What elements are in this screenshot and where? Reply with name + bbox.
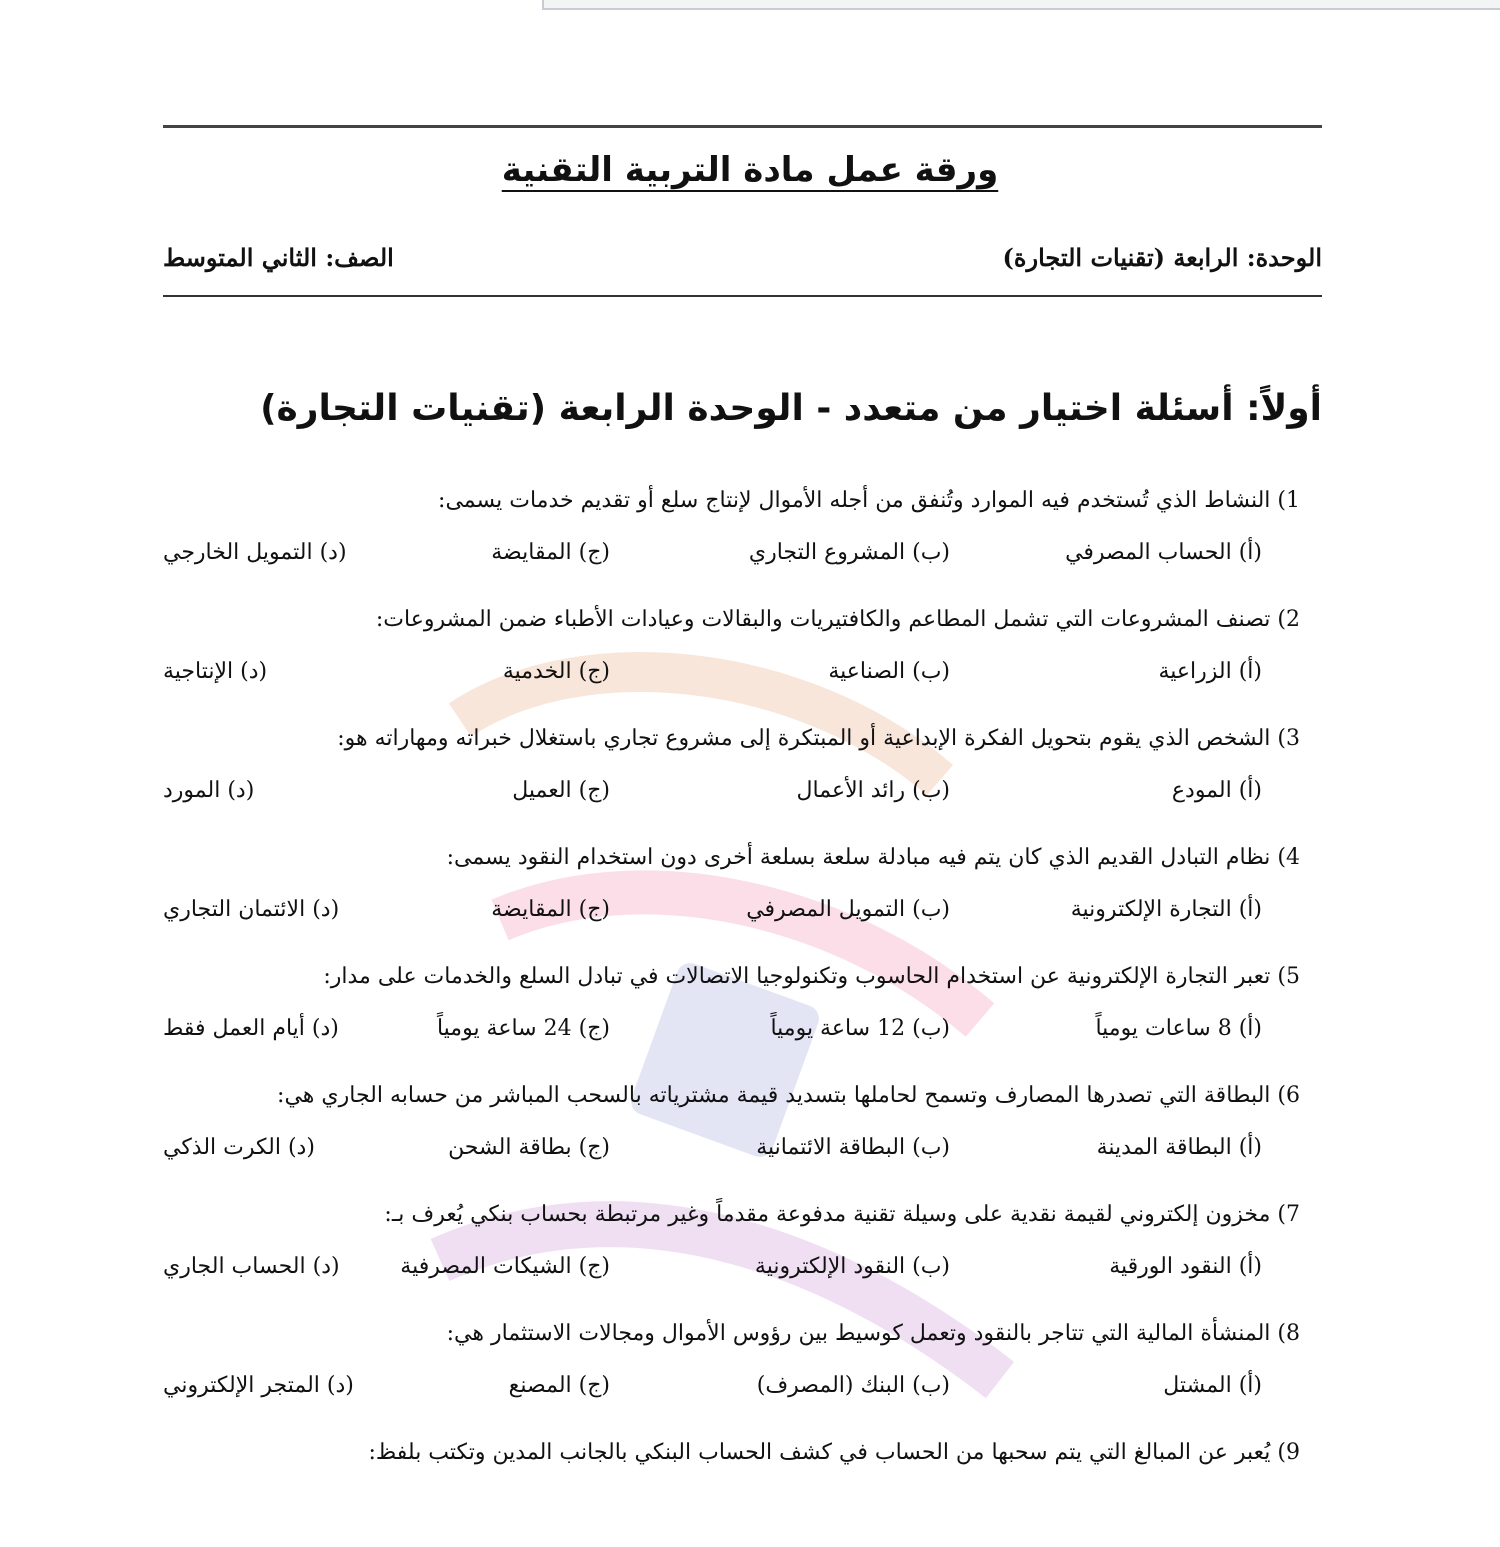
question-stem: مخزون إلكتروني لقيمة نقدية على وسيلة تقنية مدفوعة مقدماً وغير مرتبطة بحساب بنكي يُعرف بـ: (384, 1202, 1271, 1227)
answer-option-c: (ج) المصنع (508, 1373, 610, 1398)
answer-option-c: (ج) الخدمية (502, 659, 610, 684)
answer-option-d: (د) المتجر الإلكتروني (163, 1373, 354, 1398)
question-text (447, 1317, 1300, 1351)
question-number: 1) (1277, 488, 1300, 513)
answer-options (163, 1131, 1262, 1169)
question-text (447, 841, 1300, 875)
question-item (163, 1309, 1300, 1428)
answer-options (163, 774, 1262, 812)
answer-option-a: (أ) النقود الورقية (1109, 1254, 1262, 1279)
worksheet-title: ورقة عمل مادة التربية التقنية (501, 150, 999, 190)
question-number: 4) (1277, 845, 1300, 870)
question-text (323, 960, 1300, 994)
answer-option-c: (ج) 24 ساعة يومياً (436, 1016, 610, 1041)
header-top-rule (163, 125, 1322, 128)
question-text (368, 1436, 1300, 1470)
answer-option-a: (أ) البطاقة المدينة (1096, 1135, 1262, 1160)
answer-option-a: (أ) الزراعية (1158, 659, 1262, 684)
question-item (163, 714, 1300, 833)
answer-option-b: (ب) 12 ساعة يومياً (770, 1016, 950, 1041)
answer-option-a: (أ) المشتل (1163, 1373, 1262, 1398)
answer-option-b: (ب) النقود الإلكترونية (754, 1254, 950, 1279)
answer-option-c: (ج) بطاقة الشحن (448, 1135, 610, 1160)
question-item (163, 952, 1300, 1071)
question-item (163, 833, 1300, 952)
answer-option-d: (د) الإنتاجية (163, 659, 268, 684)
question-stem: النشاط الذي تُستخدم فيه الموارد وتُنفق من أجله الأموال لإنتاج سلع أو تقديم خدمات يسمى: (438, 488, 1271, 513)
answer-option-d: (د) الائتمان التجاري (163, 897, 340, 922)
answer-options (163, 893, 1262, 931)
question-stem: المنشأة المالية التي تتاجر بالنقود وتعمل كوسيط بين رؤوس الأموال ومجالات الاستثمار هي: (446, 1321, 1271, 1346)
question-text (376, 603, 1300, 637)
answer-option-c: (ج) المقايضة (491, 540, 610, 565)
answer-option-d: (د) الكرت الذكي (163, 1135, 315, 1160)
answer-option-b: (ب) البنك (المصرف) (756, 1373, 950, 1398)
question-list (163, 476, 1300, 1547)
answer-option-a: (أ) المودع (1171, 778, 1262, 803)
answer-option-d: (د) أيام العمل فقط (163, 1016, 339, 1041)
question-stem: تعبر التجارة الإلكترونية عن استخدام الحاسوب وتكنولوجيا الاتصالات في تبادل السلع والخدمات على مدار: (323, 964, 1271, 989)
question-stem: الشخص الذي يقوم بتحويل الفكرة الإبداعية أو المبتكرة إلى مشروع تجاري باستغلال خبراته ومهاراته هو: (337, 726, 1271, 751)
question-number: 9) (1277, 1440, 1300, 1465)
answer-option-a: (أ) الحساب المصرفي (1065, 540, 1262, 565)
question-text (277, 1079, 1300, 1113)
question-item (163, 1428, 1300, 1547)
answer-options (163, 1012, 1262, 1050)
answer-option-a: (أ) التجارة الإلكترونية (1070, 897, 1262, 922)
question-stem: نظام التبادل القديم الذي كان يتم فيه مبادلة سلعة بسلعة أخرى دون استخدام النقود يسمى: (446, 845, 1271, 870)
answer-option-b: (ب) الصناعية (828, 659, 950, 684)
question-number: 5) (1277, 964, 1300, 989)
question-item (163, 595, 1300, 714)
section-title: أولاً: أسئلة اختيار من متعدد - الوحدة الرابعة (تقنيات التجارة) (260, 388, 1322, 429)
question-text (337, 722, 1300, 756)
answer-option-d: (د) التمويل الخارجي (163, 540, 347, 565)
question-item (163, 1190, 1300, 1309)
answer-option-b: (ب) المشروع التجاري (748, 540, 950, 565)
answer-option-c: (ج) المقايضة (491, 897, 610, 922)
question-number: 6) (1277, 1083, 1300, 1108)
answer-options (163, 655, 1262, 693)
question-stem: يُعبر عن المبالغ التي يتم سحبها من الحساب في كشف الحساب البنكي بالجانب المدين وتكتب بلفظ: (368, 1440, 1271, 1465)
answer-option-b: (ب) التمويل المصرفي (746, 897, 950, 922)
answer-option-a: (أ) 8 ساعات يومياً (1095, 1016, 1262, 1041)
question-text (384, 1198, 1300, 1232)
answer-option-c: (ج) الشيكات المصرفية (400, 1254, 610, 1279)
answer-option-b: (ب) رائد الأعمال (796, 778, 950, 803)
answer-options (163, 1369, 1262, 1407)
question-item (163, 476, 1300, 595)
answer-option-d: (د) الحساب الجاري (163, 1254, 340, 1279)
answer-options (163, 1250, 1262, 1288)
answer-options (163, 536, 1262, 574)
question-number: 8) (1277, 1321, 1300, 1346)
viewer-top-bar (542, 0, 1500, 10)
question-text (438, 484, 1300, 518)
grade-label: الصف: الثاني المتوسط (163, 243, 394, 272)
answer-option-c: (ج) العميل (512, 778, 610, 803)
question-number: 2) (1277, 607, 1300, 632)
answer-option-d: (د) المورد (163, 778, 255, 803)
question-item (163, 1071, 1300, 1190)
answer-option-b: (ب) البطاقة الائتمانية (756, 1135, 950, 1160)
header-bottom-rule (163, 295, 1322, 297)
question-stem: تصنف المشروعات التي تشمل المطاعم والكافتيريات والبقالات وعيادات الأطباء ضمن المشروعات: (375, 607, 1271, 632)
question-stem: البطاقة التي تصدرها المصارف وتسمح لحاملها بتسديد قيمة مشترياته بالسحب المباشر من حسابه الجاري هي: (277, 1083, 1271, 1108)
question-number: 3) (1277, 726, 1300, 751)
question-number: 7) (1277, 1202, 1300, 1227)
unit-label: الوحدة: الرابعة (تقنيات التجارة) (1002, 243, 1322, 272)
